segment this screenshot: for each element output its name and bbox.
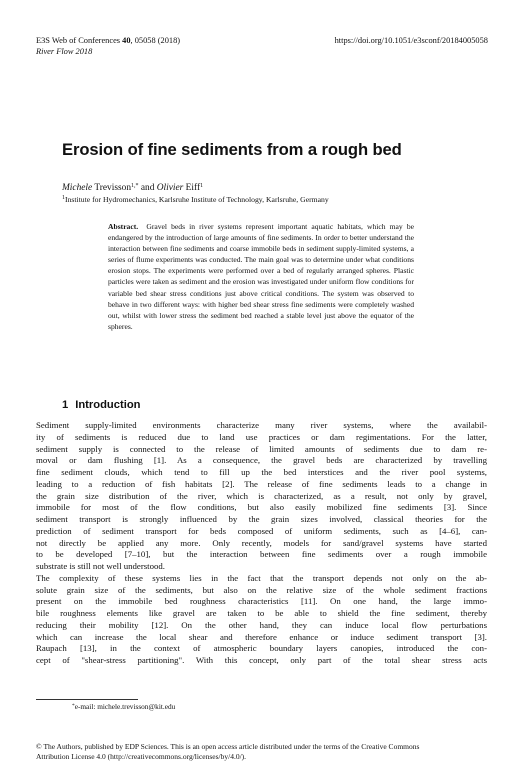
affiliation-mark: 1 — [62, 195, 65, 201]
body-line: sediment supply is connected to the release of limited amounts of sediments due to dam re- — [36, 443, 487, 454]
body-line: moval or dam flushing [1]. As a consequence, the gravel beds are characterized by travelling — [36, 455, 487, 466]
footnote-divider — [36, 699, 138, 700]
license-line-1: © The Authors, published by EDP Sciences. This is an open access article distributed under the terms of the Creative Commons — [36, 742, 420, 751]
paper-title: Erosion of fine sediments from a rough bed — [62, 140, 402, 159]
affiliation — [62, 195, 329, 205]
abstract-text: Gravel beds in river systems represent important aquatic habitats, which may be endangered by the introduction of large amounts of fine sediments. In order to better understand the interaction between fine sediments and coarse immobile beds in sediment supply-limited systems, a series of flume experiments was conducted. The main goal was to determine under what conditions erosion stops. The experiments were performed over a bed of regularly arranged spheres. Plastic particles were taken as sediment and the erosion was investigated under uniform flow conditions for variable bed shear stress conditions just above critical conditions. The system was observed to behave in two different ways: with higher bed shear stress fine sediments were completely washed out, whilst with lower stress the sediment bed reached a stable level just above the equator of the spheres. — [108, 222, 414, 331]
body-line: leading to a reduction of fish habitats [2]. The release of fine sediments leads to a change in — [36, 478, 487, 489]
body-line: the grain size distribution of the river, which is characterized, as a result, not only by gravel, — [36, 490, 487, 501]
body-line: ity of sediments is reduced due to land use practices or dam regimentations. For the latter, — [36, 431, 487, 442]
footnote-email[interactable]: e-mail: michele.trevisson@kit.edu — [74, 702, 176, 711]
body-line: immobile for most of the flow conditions, but also easily mobilized fine sediments [3]. Since — [36, 502, 487, 513]
running-header-left — [36, 36, 180, 57]
body-line: present on the immobile bed roughness characteristics [11]. On one hand, the large immo- — [36, 596, 487, 607]
body-line: Raupach [13], in the context of atmospheric boundary layers canopies, introduced the con- — [36, 643, 487, 654]
author1-last-name: Trevisson — [92, 183, 132, 193]
article-id: , 05058 (2018) — [130, 36, 181, 45]
section-title: Introduction — [75, 399, 141, 411]
license-notice — [36, 742, 491, 761]
body-line: which can increase the local shear and therefore enhance or induce sediment transport [3]. — [36, 631, 487, 642]
conference-name: River Flow 2018 — [36, 46, 93, 56]
body-line: The complexity of these systems lies in the fact that the transport depends not only on the ab- — [36, 572, 487, 583]
author1-affiliation-mark: 1,* — [131, 183, 139, 189]
body-line: not directly be applied any more. Only recently, models for sand/gravel systems have started — [36, 537, 487, 548]
footnote-mark: * — [72, 703, 75, 709]
section-heading-introduction — [62, 399, 140, 411]
footnote — [72, 702, 175, 711]
author2-affiliation-mark: 1 — [200, 183, 204, 189]
author2-first-name: Olivier — [156, 183, 184, 193]
body-line: sediment transport is strongly influenced by the grain sizes involved, classical theories for the — [36, 514, 487, 524]
abstract-label: Abstract. — [108, 222, 139, 231]
license-line-2[interactable]: Attribution License 4.0 (http://creativecommons.org/licenses/by/4.0/). — [36, 751, 247, 761]
journal-name: E3S Web of Conferences — [36, 36, 121, 45]
body-line: reducing their mobility [12]. On the other hand, they can induce local flow perturbations — [36, 619, 487, 630]
body-line: Sediment supply-limited environments characterize many river systems, where the availabil- — [36, 420, 487, 430]
author2-last-name: Eiff — [183, 183, 201, 193]
body-line: bile roughness elements like gravel are taken to be able to shield the fine sediment, thereby — [36, 608, 487, 618]
journal-volume: 40 — [122, 36, 131, 45]
abstract-block — [108, 221, 414, 332]
body-line: to be developed [7–10], but the interaction between fine sediments over a rough immobile — [36, 549, 487, 560]
body-line: solute grain size of the sediments, but also on the relative size of the whole sediment fractions — [36, 584, 487, 595]
author-conjunction: and — [138, 183, 157, 193]
body-line: prediction of sediment transport for beds composed of uniform sediments, such as [4–6], can- — [36, 525, 487, 536]
author1-first-name: Michele — [62, 183, 93, 193]
body-line: substrate is still not well understood. — [36, 561, 166, 571]
doi-link[interactable]: https://doi.org/10.1051/e3sconf/20184005058 — [334, 36, 488, 45]
body-line: cept of "shear-stress partitioning". With this concept, only part of the total shear stress acts — [36, 655, 487, 665]
introduction-body — [36, 420, 487, 667]
affiliation-text: Institute for Hydromechanics, Karlsruhe Institute of Technology, Karlsruhe, Germany — [65, 195, 329, 204]
body-line: fine sediment clouds, which tend to fill up the bed interstices and the river pool systems, — [36, 467, 487, 477]
journal-citation — [36, 36, 180, 47]
section-number: 1 — [62, 399, 69, 411]
author-line — [62, 182, 203, 194]
